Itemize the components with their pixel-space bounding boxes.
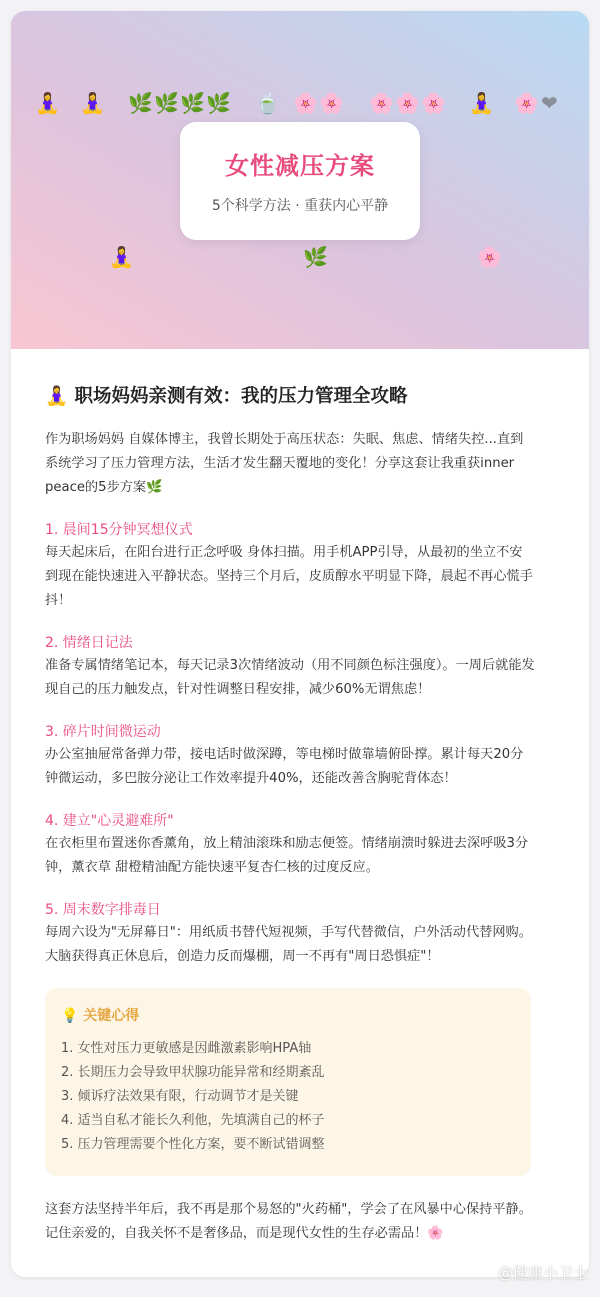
section-body: 每天起床后，在阳台进行正念呼吸 身体扫描。用手机APP引导，从最初的坐立不安到现在能快速进入平静状态。坚持三个月后，皮质醇水平明显下降，晨起不再心慌手抖！ (45, 545, 533, 608)
list-item: 5. 压力管理需要个性化方案，要不断试错调整 (61, 1137, 325, 1152)
section-title: 3. 碎片时间微运动 (45, 724, 161, 740)
flower-icon: 🌸 (514, 91, 539, 115)
section-body: 办公室抽屉常备弹力带，接电话时做深蹲，等电梯时做靠墙俯卧撑。累计每天20分钟微运动，多巴胺分泌让工作效率提升40%，还能改善含胸驼背体态！ (45, 747, 524, 786)
title-box (180, 122, 420, 240)
hero-banner (11, 11, 589, 349)
section-body: 每周六设为"无屏幕日"：用纸质书替代短视频，手写代替微信，户外活动代替网购。大脑获得真正休息后，创造力反而爆棚，周一不再有"周日恐惧症"！ (45, 925, 532, 964)
section-title: 2. 情绪日记法 (45, 635, 133, 651)
intro-paragraph: 作为职场妈妈 自媒体博主，我曾长期处于高压状态：失眠、焦虑、情绪失控...直到系统学习了压力管理方法，生活才发生翻天覆地的变化！分享这套让我重获inner peace的5步方案🌿 (45, 432, 524, 495)
key-takeaways-box (45, 988, 531, 1176)
herb-icon: 🌿 (154, 91, 179, 115)
watermark: @健康小卫士 (497, 1264, 588, 1282)
flower-icon: 🌸 (293, 91, 318, 115)
list-item: 2. 长期压力会导致甲状腺功能异常和经期紊乱 (61, 1065, 325, 1080)
meditation-icon: 🧘‍♀ (109, 245, 134, 269)
section-body: 在衣柜里布置迷你香薰角，放上精油滚珠和励志便签。情绪崩溃时躲进去深呼吸3分钟，薰衣草 甜橙精油配方能快速平复杏仁核的过度反应。 (45, 836, 529, 875)
page-title: 女性减压方案 (225, 152, 375, 180)
herb-icon: 🌿 (303, 245, 328, 269)
section-title: 5. 周末数字排毒日 (45, 902, 161, 918)
flower-icon: 🌸 (369, 91, 394, 115)
tea-icon: 🍵 (255, 91, 280, 115)
page-subtitle: 5个科学方法 · 重获内心平静 (211, 198, 389, 214)
flower-icon: 🌸 (319, 91, 344, 115)
section-title: 4. 建立"心灵避难所" (45, 813, 174, 829)
section-body: 准备专属情绪笔记本，每天记录3次情绪波动（用不同颜色标注强度）。一周后就能发现自己的压力触发点，针对性调整日程安排，减少60%无谓焦虑！ (45, 658, 535, 697)
article-heading: 🧘‍♀ 职场妈妈亲测有效：我的压力管理全攻略 (45, 386, 408, 407)
herb-icon: 🌿 (180, 91, 205, 115)
article-content (45, 384, 535, 1246)
list-item: 3. 倾诉疗法效果有限，行动调节才是关键 (61, 1089, 299, 1104)
flower-icon: 🌸 (421, 91, 446, 115)
heart-icon: ❤ (541, 91, 558, 115)
section-title: 1. 晨间15分钟冥想仪式 (45, 522, 193, 538)
closing-paragraph: 这套方法坚持半年后，我不再是那个易怒的"火药桶"，学会了在风暴中心保持平静。记住亲爱的，自我关怀不是奢侈品，而是现代女性的生存必需品！🌸 (45, 1202, 532, 1241)
flower-icon: 🌸 (477, 245, 502, 269)
herb-icon: 🌿 (128, 91, 153, 115)
flower-icon: 🌸 (395, 91, 420, 115)
meditation-icon: 🧘‍♀ (469, 91, 494, 115)
key-takeaways-list (61, 1037, 515, 1157)
list-item: 1. 女性对压力更敏感是因雌激素影响HPA轴 (61, 1041, 312, 1056)
meditation-icon: 🧘‍♀ (35, 91, 60, 115)
herb-icon: 🌿 (206, 91, 231, 115)
key-takeaways-title: 💡 关键心得 (61, 1008, 140, 1024)
meditation-icon: 🧘‍♀ (80, 91, 105, 115)
list-item: 4. 适当自私才能长久利他，先填满自己的杯子 (61, 1113, 325, 1128)
